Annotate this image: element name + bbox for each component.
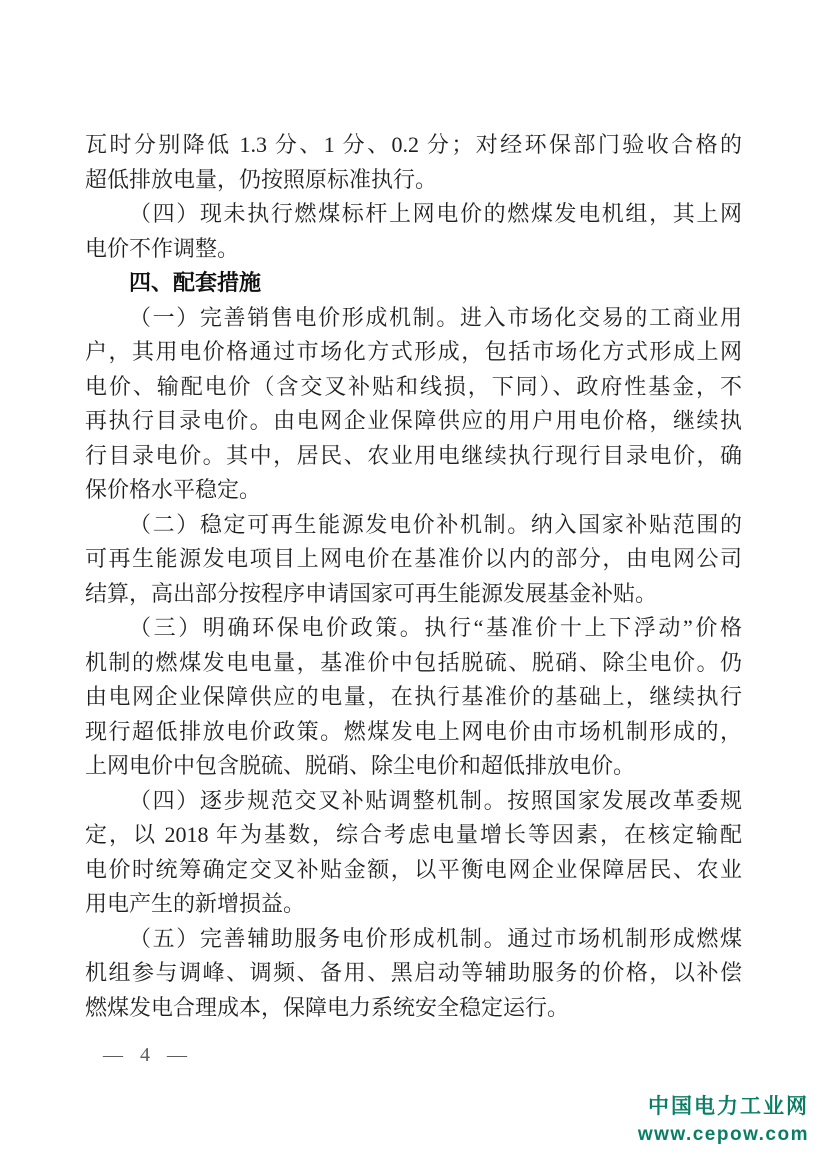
text-line: （四）逐步规范交叉补贴调整机制。按照国家发展改革委规	[129, 787, 742, 813]
text-line: 定，以 2018 年为基数，综合考虑电量增长等因素，在核定输配	[85, 822, 742, 847]
document-body	[85, 128, 742, 1025]
text-line: 电价、输配电价（含交叉补贴和线损，下同）、政府性基金，不	[85, 373, 742, 399]
watermark-site-url: www.cepow.com	[637, 1124, 809, 1145]
text-line: 现行超低排放电价政策。燃煤发电上网电价由市场机制形成的，	[85, 718, 742, 744]
text-line: （三）明确环保电价政策。执行“基准价十上下浮动”价格	[129, 615, 742, 640]
text-line: 用电产生的新增损益。	[85, 891, 306, 916]
text-line: 由电网企业保障供应的电量，在执行基准价的基础上，继续执行	[85, 684, 742, 709]
text-line: （四）现未执行燃煤标杆上网电价的燃煤发电机组，其上网	[129, 201, 742, 226]
text-line: 电价不作调整。	[85, 235, 240, 261]
watermark-site-name: 中国电力工业网	[648, 1095, 809, 1118]
text-line: （二）稳定可再生能源发电价补机制。纳入国家补贴范围的	[129, 511, 742, 537]
watermark	[638, 1092, 809, 1148]
text-line: 燃煤发电合理成本，保障电力系统安全稳定运行。	[85, 994, 570, 1020]
text-line: 再执行目录电价。由电网企业保障供应的用户用电价格，继续执	[85, 408, 742, 433]
text-line: 上网电价中包含脱硫、脱硝、除尘电价和超低排放电价。	[85, 753, 636, 778]
text-line: 保价格水平稳定。	[85, 477, 262, 502]
text-line: 户，其用电价格通过市场化方式形成，包括市场化方式形成上网	[85, 339, 742, 364]
text-line: 电价时统筹确定交叉补贴金额，以平衡电网企业保障居民、农业	[85, 856, 742, 882]
text-line: （一）完善销售电价形成机制。进入市场化交易的工商业用	[129, 304, 742, 330]
page-number: — 4 —	[103, 1044, 193, 1066]
text-line: 可再生能源发电项目上网电价在基准价以内的部分，由电网公司	[85, 546, 742, 571]
text-line: （五）完善辅助服务电价形成机制。通过市场机制形成燃煤	[129, 925, 742, 951]
text-line: 超低排放电量，仍按照原标准执行。	[85, 166, 438, 192]
text-line: 瓦时分别降低 1.3 分、1 分、0.2 分；对经环保部门验收合格的	[85, 132, 742, 157]
text-line: 机组参与调峰、调频、备用、黑启动等辅助服务的价格，以补偿	[85, 960, 742, 985]
text-line: 四、配套措施	[129, 270, 262, 295]
page-footer	[103, 1044, 193, 1067]
text-line: 机制的燃煤发电电量，基准价中包括脱硫、脱硝、除尘电价。仍	[85, 649, 742, 675]
text-line: 行目录电价。其中，居民、农业用电继续执行现行目录电价，确	[85, 442, 742, 468]
text-line: 结算，高出部分按程序申请国家可再生能源发展基金补贴。	[85, 580, 658, 606]
